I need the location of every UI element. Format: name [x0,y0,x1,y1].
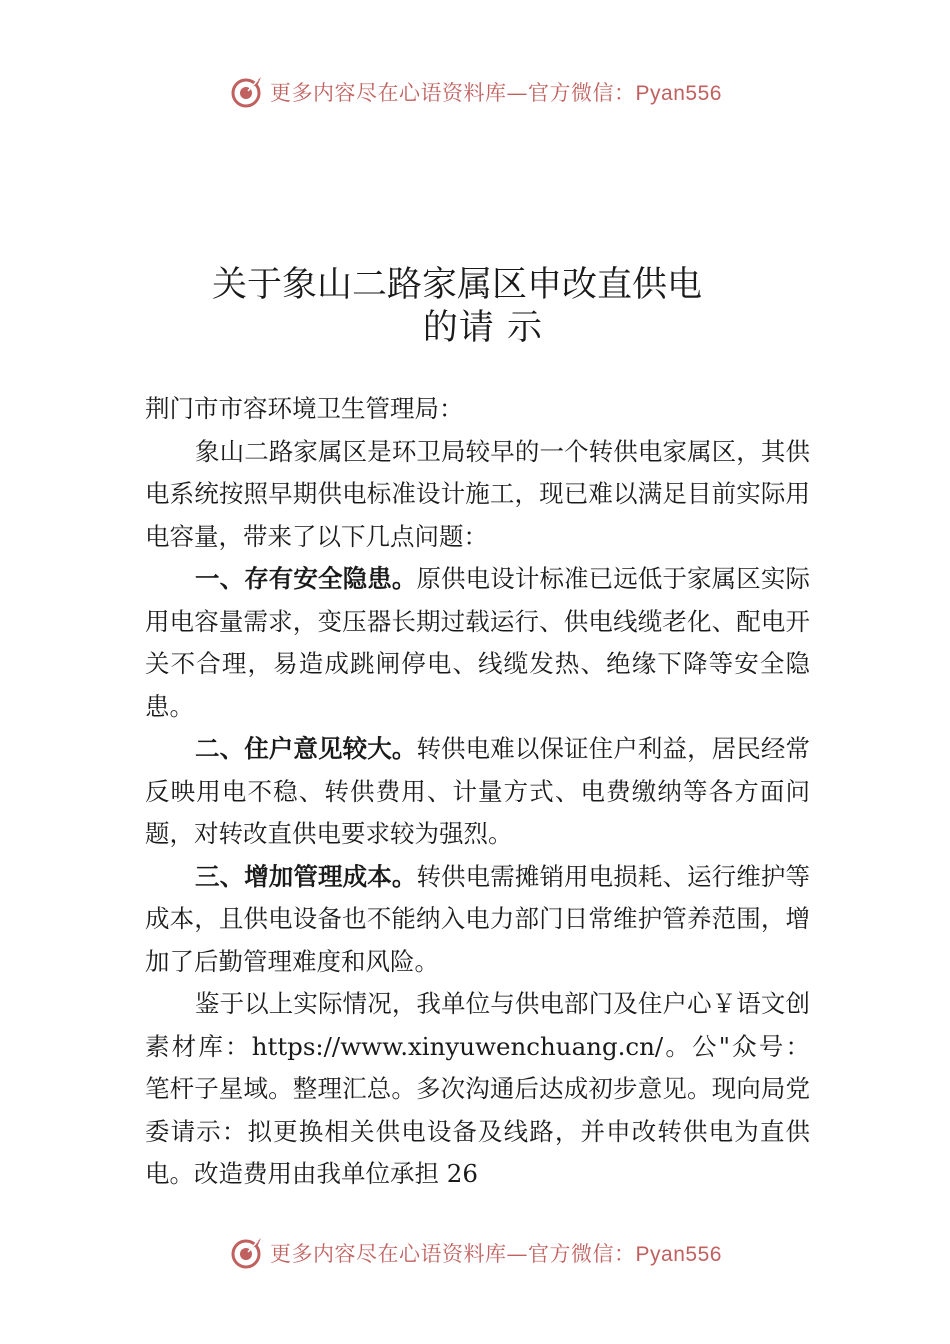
watermark-separator: — [506,1242,529,1266]
document-body [145,388,810,1196]
addressee: 荆门市市容环境卫生管理局： [145,394,464,423]
document-title-line1: 关于象山二路家属区申改直供电 [211,265,702,305]
watermark-text [270,1238,722,1268]
paragraph-issue-2 [145,728,810,856]
paragraph-intro: 象山二路家属区是环卫局较早的一个转供电家属区，其供电系统按照早期供电标准设计施工，现已难以满足目前实际用电容量，带来了以下几点问题： [145,436,810,551]
watermark-contact: 官方微信： [528,81,636,105]
quill-logo-icon [228,1235,264,1271]
watermark-footer [0,1233,950,1273]
issue-3-heading: 三、增加管理成本。 [195,861,417,891]
watermark-id: Pyan556 [635,82,722,105]
watermark-separator: — [506,81,529,105]
quill-logo-icon [228,74,264,110]
watermark-header [0,72,950,112]
issue-2-heading: 二、住户意见较大。 [195,734,417,763]
watermark-site: 更多内容尽在心语资料库 [270,1242,507,1266]
document-title-line2: 的请 示 [422,308,544,348]
watermark-contact: 官方微信： [528,1242,636,1266]
issue-3-body: 转供电需摊销用电损耗、运行维护等成本，且供电设备也不能纳入电力部门日常维护管养范围，增加了后勤管理难度和风险。 [145,861,810,976]
issue-1-heading: 一、存有安全隐患。 [195,564,417,593]
issue-1-body: 原供电设计标准已远低于家属区实际用电容量需求，变压器长期过载运行、供电线缆老化、配电开关不合理，易造成跳闸停电、线缆发热、绝缘下降等安全隐患。 [145,564,810,721]
paragraph-issue-1 [145,558,810,728]
paragraph-issue-3 [145,856,810,984]
watermark-text [270,77,722,107]
watermark-site: 更多内容尽在心语资料库 [270,81,507,105]
issue-2-body: 转供电难以保证住户利益，居民经常反映用电不稳、转供费用、计量方式、电费缴纳等各方面问题，对转改直供电要求较为强烈。 [145,734,810,848]
watermark-id: Pyan556 [635,1243,722,1266]
paragraph-closing: 鉴于以上实际情况，我单位与供电部门及住户心￥语文创素材库：https://www.xinyuwenchuang.cn/。公"众号：笔杆子星域。整理汇总。多次沟通后达成初步意见。现向局党委请示：拟更换相关供电设备及线路，并申改转供电为直供电。改造费用由我单位承担 26 [145,989,810,1188]
